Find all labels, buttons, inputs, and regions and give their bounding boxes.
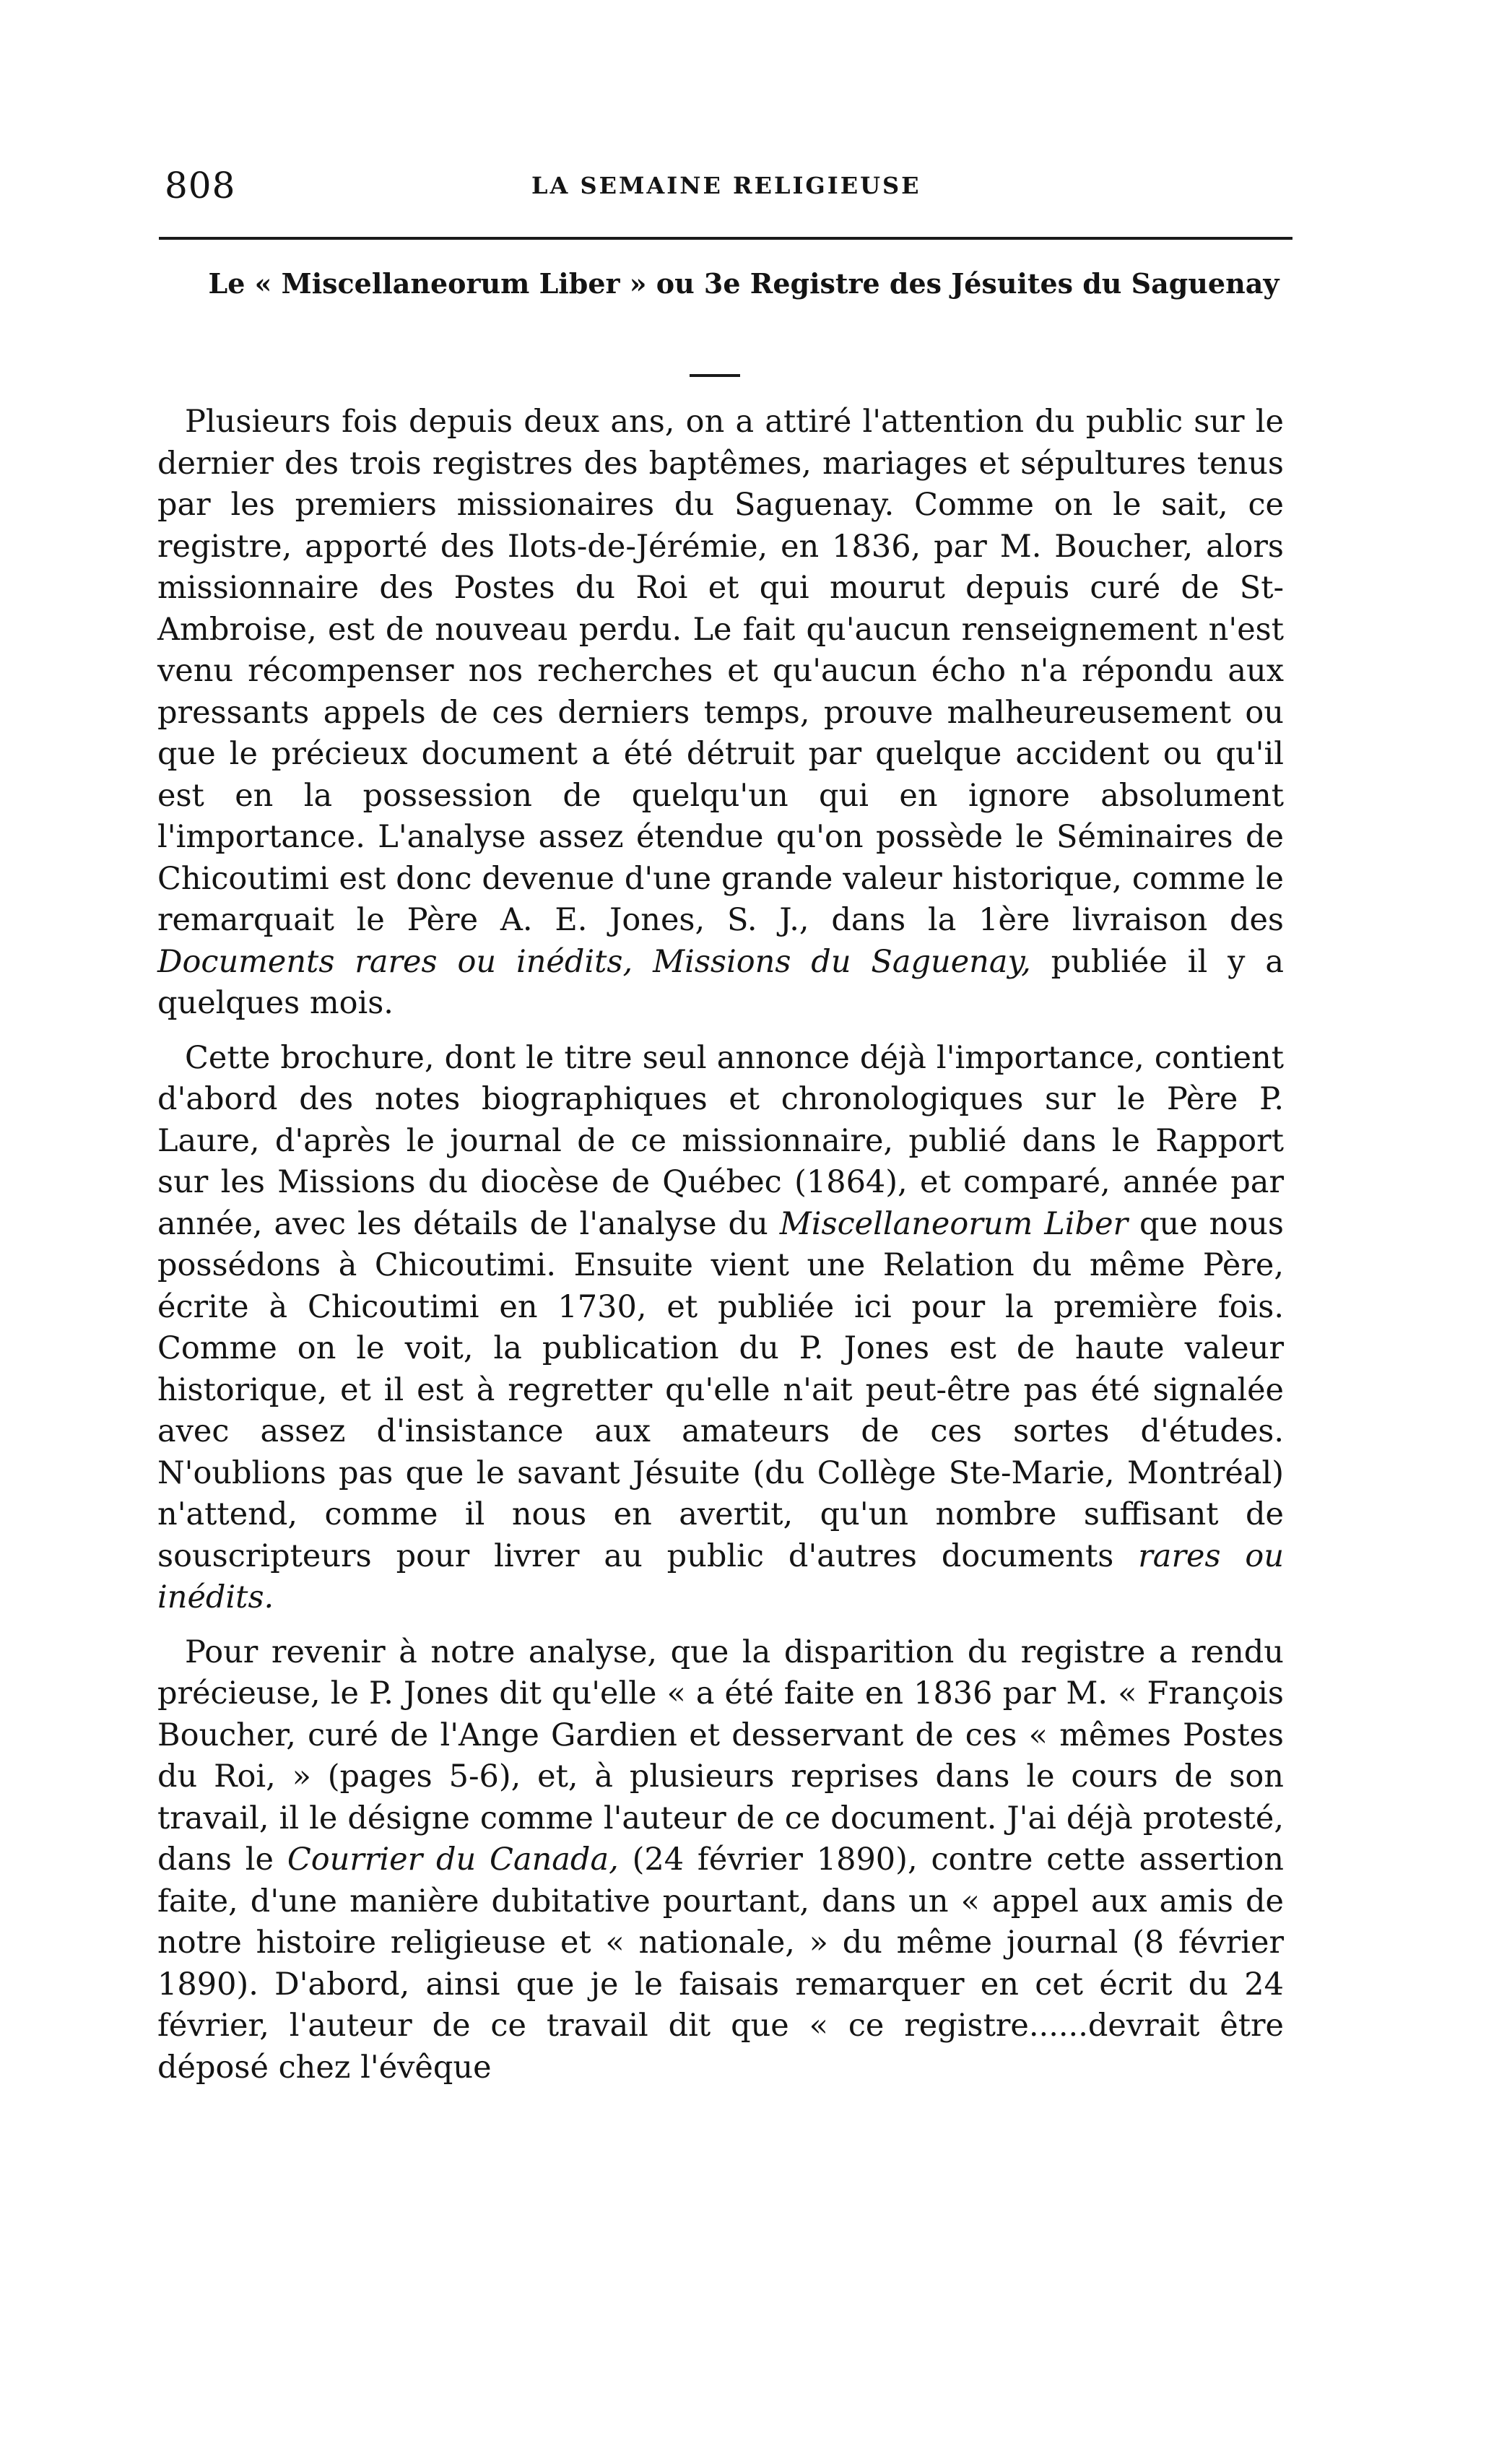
- italic-text: Courrier du Canada,: [287, 1842, 619, 1878]
- paragraph-text: (24 février 1890), contre cette assertion faite, d'une manière dubitative pourtant, dans un « appel aux amis de notre histoire religieuse et « nationale, » du même journal (8 février 1890). D'abord, ainsi que je le faisais remarquer en cet écrit du 24 février, l'auteur de ce travail dit que « ce registre......devrait être déposé chez l'évêque: [157, 1842, 1285, 2086]
- running-head: [165, 165, 1291, 215]
- article-body: [157, 402, 1284, 2101]
- header-rule: [159, 237, 1292, 240]
- paragraph-text: Pour revenir à notre analyse, que la disparition du registre a rendu précieuse, le P. Jones dit qu'elle « a été faite en 1836 par M. « François Boucher, curé de l'Ange Gardien et desservant de ces « mêmes Postes du Roi, » (pages 5-6), et, à plusieurs reprises dans le cours de son travail, il le désigne comme l'auteur de ce document. J'ai déjà protesté, dans le: [157, 1634, 1284, 1878]
- paragraph-text: Cette brochure, dont le titre seul annonce déjà l'importance, contient d'abord des notes biographiques et chronologiques sur le Père P. Laure, d'après le journal de ce missionnaire, publié dans le Rapport sur les Missions du diocèse de Québec (1864), et comparé, année par année, avec les détails de l'analyse du: [157, 1039, 1284, 1242]
- paragraph-text: publiée il y a quelques mois.: [157, 943, 1284, 1021]
- paragraph: [157, 402, 1284, 1025]
- page-number: 808: [165, 165, 236, 207]
- article-title: Le « Miscellaneorum Liber » ou 3e Registre des Jésuites du Saguenay: [208, 267, 1279, 300]
- running-title: LA SEMAINE RELIGIEUSE: [531, 172, 921, 199]
- title-rule: [690, 374, 740, 377]
- paragraph: [157, 1038, 1284, 1619]
- italic-text: rares ou inédits.: [157, 1537, 1285, 1615]
- italic-text: Documents rares ou inédits, Missions du Saguenay,: [157, 943, 1031, 980]
- paragraph: [157, 1632, 1284, 2089]
- paragraph-text: que nous possédons à Chicoutimi. Ensuite vient une Relation du même Père, écrite à Chicoutimi en 1730, et publiée ici pour la première fois. Comme on le voit, la publication du P. Jones est de haute valeur historique, et il est à regretter qu'elle n'ait peut-être pas été signalée avec assez d'insistance aux amateurs de ces sortes d'études. N'oublions pas que le savant Jésuite (du Collège Ste-Marie, Montréal) n'attend, comme il nous en avertit, qu'un nombre suffisant de souscripteurs pour livrer au public d'autres documents: [157, 1205, 1284, 1574]
- paragraph-text: Plusieurs fois depuis deux ans, on a attiré l'attention du public sur le dernier des trois registres des baptêmes, mariages et sépultures tenus par les premiers missionaires du Saguenay. Comme on le sait, ce registre, apporté des Ilots-de-Jérémie, en 1836, par M. Boucher, alors missionnaire des Postes du Roi et qui mourut depuis curé de St-Ambroise, est de nouveau perdu. Le fait qu'aucun renseignement n'est venu récompenser nos recherches et qu'aucun écho n'a répondu aux pressants appels de ces derniers temps, prouve malheureusement ou que le précieux document a été détruit par quelque accident ou qu'il est en la possession de quelqu'un qui en ignore absolument l'importance. L'analyse assez étendue qu'on possède le Séminaires de Chicoutimi est donc devenue d'une grande valeur historique, comme le remarquait le Père A. E. Jones, S. J., dans la 1ère livraison des: [157, 404, 1284, 938]
- italic-text: Miscellaneorum Liber: [779, 1205, 1129, 1242]
